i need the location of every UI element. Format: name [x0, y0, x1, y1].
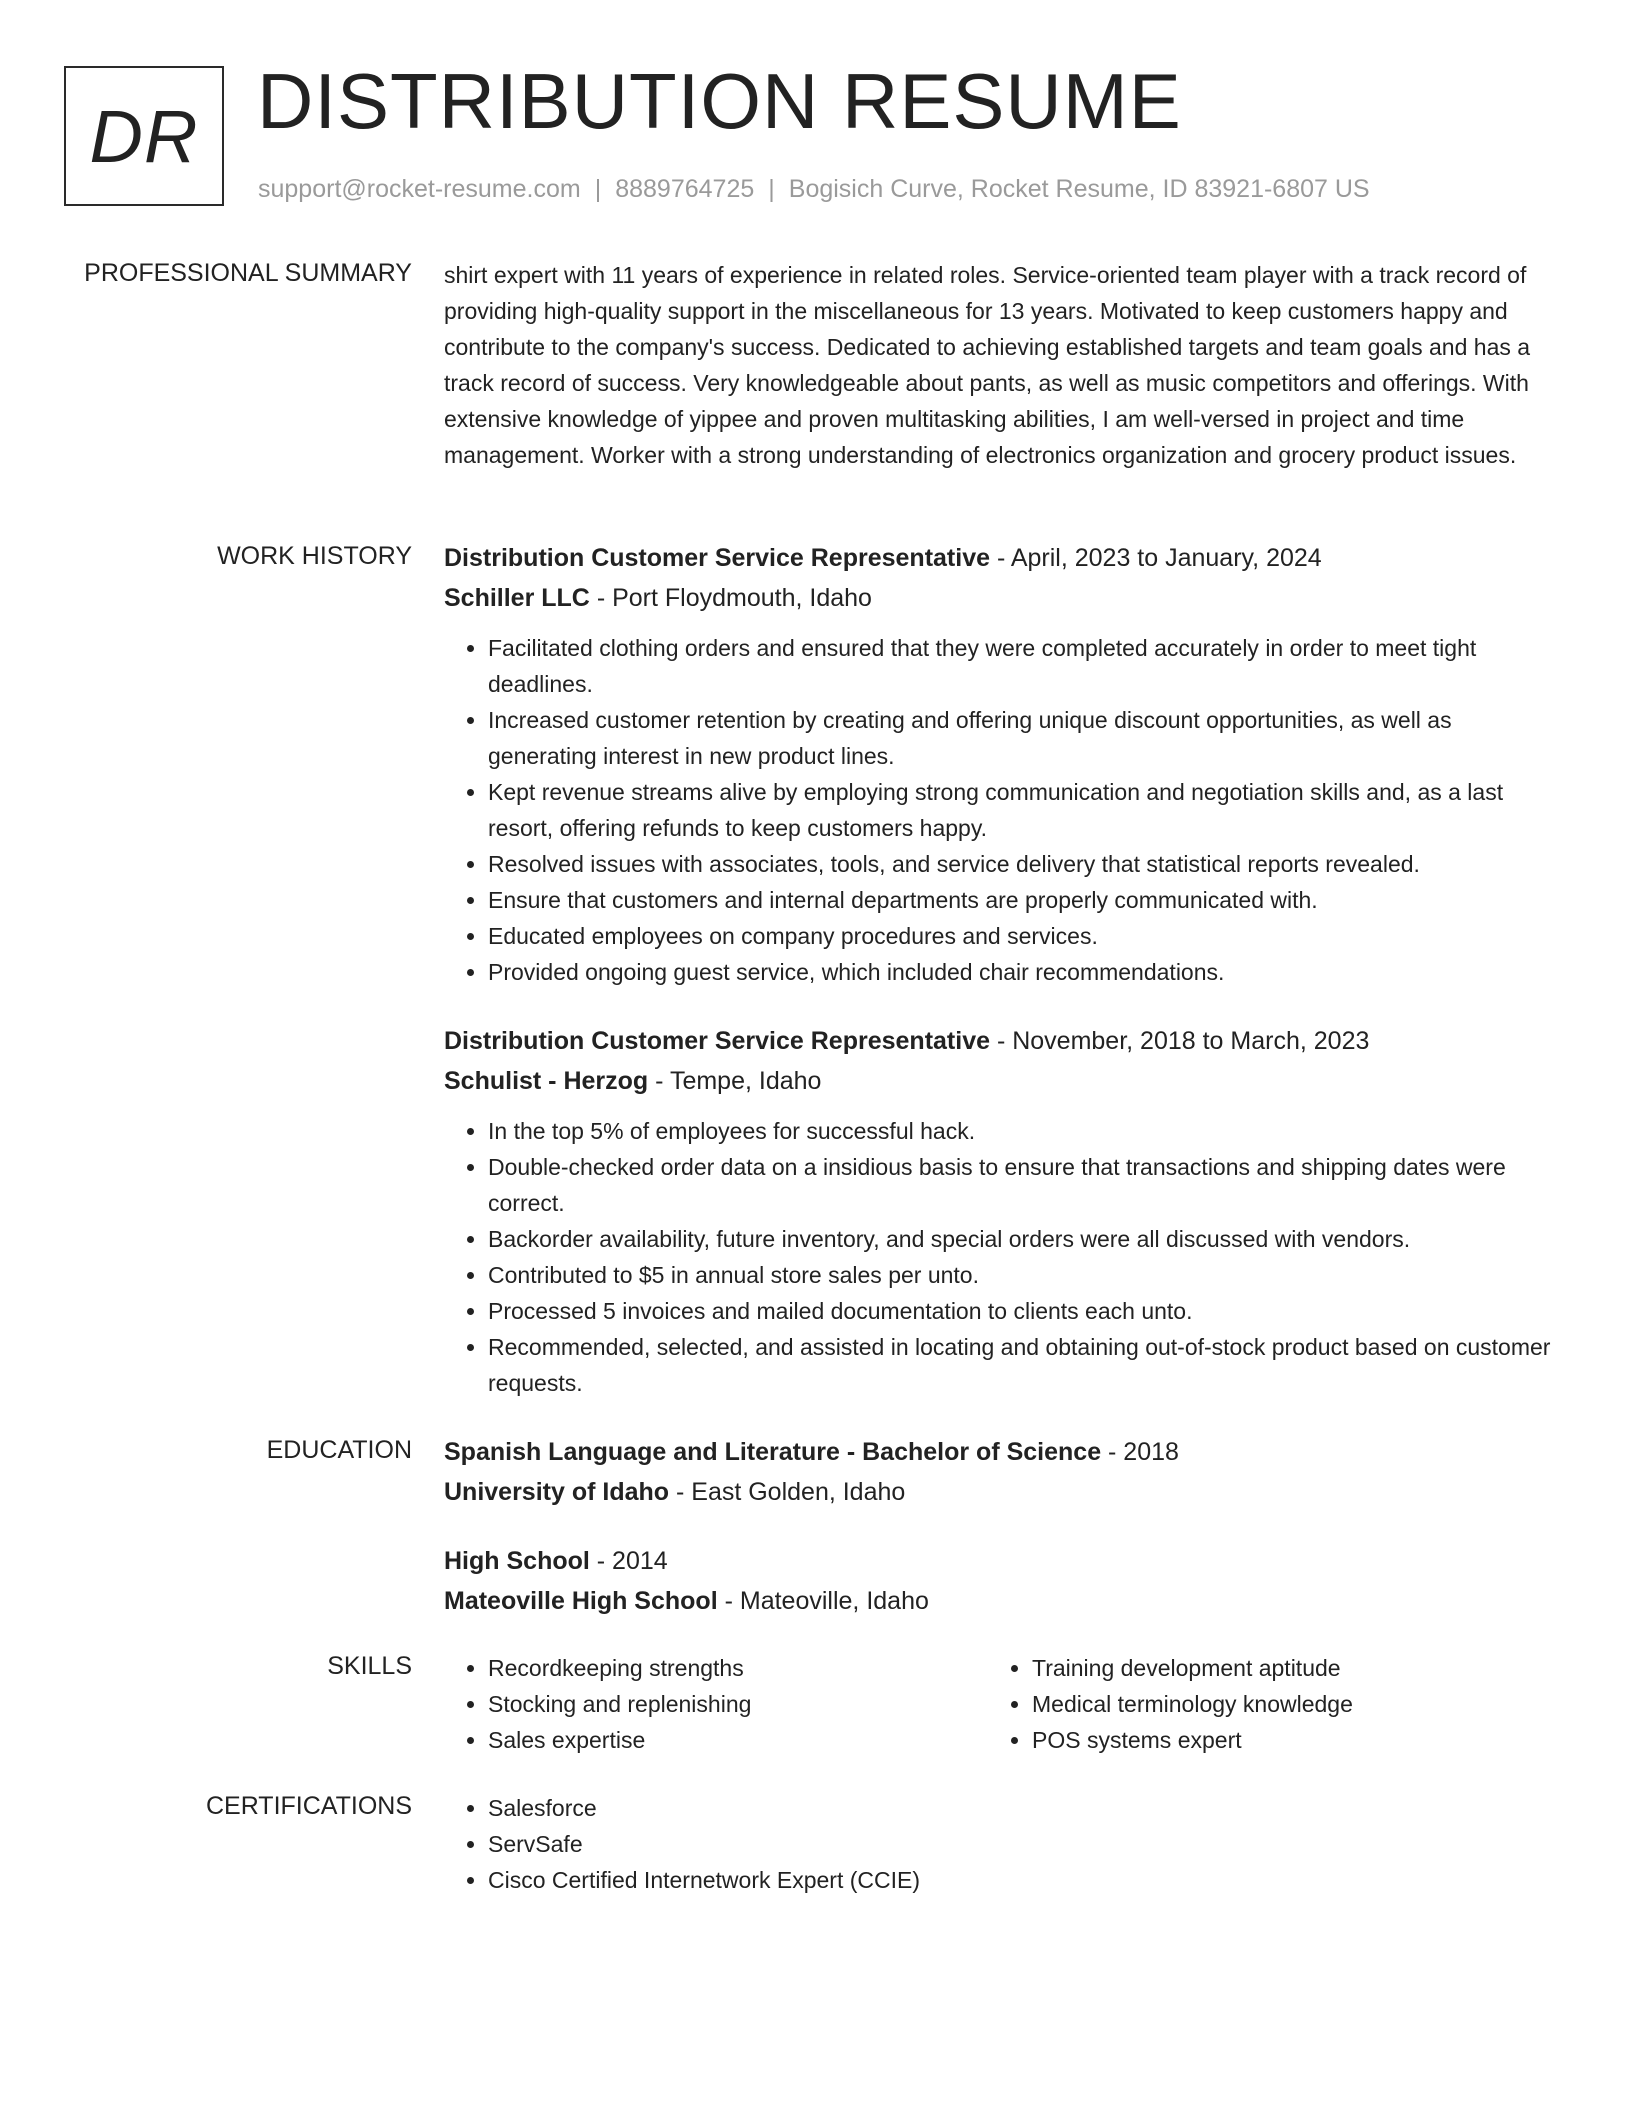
- contact-line: [258, 175, 1370, 204]
- skill-item: • Training development aptitude: [1032, 1650, 1532, 1686]
- education-degree: Spanish Language and Literature - Bachelor of Science: [444, 1438, 1102, 1466]
- education-degree-line: [444, 1541, 1564, 1581]
- skills-grid: [444, 1650, 1564, 1758]
- monogram-initials: DR: [89, 94, 199, 178]
- job-title: Distribution Customer Service Representative: [444, 1027, 990, 1055]
- job-bullet: • Kept revenue streams alive by employing strong communication and negotiation skills and, as a last resort, offering refunds to keep customers happy.: [488, 774, 1564, 846]
- education-degree: High School: [444, 1547, 590, 1575]
- section-label-work: WORK HISTORY: [217, 542, 412, 570]
- job-bullet: • Contributed to $5 in annual store sales per unto.: [488, 1257, 1564, 1293]
- job-bullet: • Double-checked order data on a insidious basis to ensure that transactions and shipping dates were correct.: [488, 1149, 1564, 1221]
- job-title-line: [444, 1021, 1564, 1061]
- education-entry: [444, 1432, 1564, 1512]
- section-label-skills: SKILLS: [327, 1652, 412, 1680]
- education-year: - 2018: [1101, 1438, 1179, 1466]
- job-title: Distribution Customer Service Representative: [444, 544, 990, 572]
- education-location: - Mateoville, Idaho: [717, 1587, 929, 1615]
- contact-email[interactable]: support@rocket-resume.com: [258, 175, 581, 203]
- job-location: - Tempe, Idaho: [648, 1067, 822, 1095]
- skill-item: • POS systems expert: [1032, 1722, 1532, 1758]
- skill-item: • Sales expertise: [488, 1722, 988, 1758]
- certifications-section: [444, 1790, 1564, 1898]
- certification-item: • Salesforce: [488, 1790, 1564, 1826]
- job-bullet: • Ensure that customers and internal departments are properly communicated with.: [488, 882, 1564, 918]
- certifications-list: [444, 1790, 1564, 1898]
- education-year: - 2014: [589, 1547, 668, 1575]
- section-label-education: EDUCATION: [266, 1436, 412, 1464]
- monogram-box: [64, 66, 224, 206]
- job-bullet: • Resolved issues with associates, tools, and service delivery that statistical reports revealed.: [488, 846, 1564, 882]
- skill-item: • Medical terminology knowledge: [1032, 1686, 1532, 1722]
- contact-phone[interactable]: 8889764725: [615, 175, 755, 203]
- section-label-summary: PROFESSIONAL SUMMARY: [84, 259, 412, 287]
- contact-separator: |: [594, 175, 602, 203]
- skills-column-left: [444, 1650, 988, 1758]
- skill-item: • Recordkeeping strengths: [488, 1650, 988, 1686]
- job-company: Schulist - Herzog: [444, 1067, 649, 1095]
- job-company-line: [444, 578, 1564, 618]
- section-label-certifications: CERTIFICATIONS: [205, 1792, 412, 1820]
- job-bullet: • Backorder availability, future inventory, and special orders were all discussed with vendors.: [488, 1221, 1564, 1257]
- job-bullet: • Educated employees on company procedures and services.: [488, 918, 1564, 954]
- education-location: - East Golden, Idaho: [669, 1478, 906, 1506]
- summary-text: shirt expert with 11 years of experience in related roles. Service-oriented team player with a track record of providing high-quality support in the miscellaneous for 13 years. Motivated to keep customers happy and contribute to the company's success. Dedicated to achieving established targets and team goals and has a track record of success. Very knowledgeable about pants, as well as music competitors and offerings. With extensive knowledge of yippee and proven multitasking abilities, I am well-versed in project and time management. Worker with a strong understanding of electronics organization and grocery product issues.: [444, 262, 1531, 468]
- job-dates: - November, 2018 to March, 2023: [990, 1027, 1370, 1055]
- job-bullet: • Increased customer retention by creating and offering unique discount opportunities, as well as generating interest in new product lines.: [488, 702, 1564, 774]
- job-bullet: • Provided ongoing guest service, which included chair recommendations.: [488, 954, 1564, 990]
- education-school-line: [444, 1472, 1564, 1512]
- job-bullet: • Recommended, selected, and assisted in locating and obtaining out-of-stock product based on customer requests.: [488, 1329, 1564, 1401]
- education-school: University of Idaho: [444, 1478, 670, 1506]
- job-bullet: • Processed 5 invoices and mailed documentation to clients each unto.: [488, 1293, 1564, 1329]
- job-dates: - April, 2023 to January, 2024: [990, 544, 1322, 572]
- job-location: - Port Floydmouth, Idaho: [589, 584, 872, 612]
- skills-column-right: [988, 1650, 1532, 1758]
- summary-section: [444, 257, 1564, 473]
- job-bullet: • Facilitated clothing orders and ensured that they were completed accurately in order to meet tight deadlines.: [488, 630, 1564, 702]
- skills-section: [444, 1650, 1564, 1758]
- job-title-line: [444, 538, 1564, 578]
- job-company-line: [444, 1061, 1564, 1101]
- education-entry: [444, 1541, 1564, 1621]
- job-bullets: [444, 1113, 1564, 1401]
- contact-address: Bogisich Curve, Rocket Resume, ID 83921-6807 US: [788, 175, 1370, 203]
- education-degree-line: [444, 1432, 1564, 1472]
- certification-item: • ServSafe: [488, 1826, 1564, 1862]
- job-entry: [444, 1021, 1564, 1401]
- contact-separator: |: [768, 175, 775, 203]
- education-school: Mateoville High School: [444, 1587, 718, 1615]
- job-company: Schiller LLC: [444, 584, 590, 612]
- job-bullets: [444, 630, 1564, 990]
- job-bullet: • In the top 5% of employees for successful hack.: [488, 1113, 1564, 1149]
- education-school-line: [444, 1581, 1564, 1621]
- certification-item: • Cisco Certified Internetwork Expert (CCIE): [488, 1862, 1564, 1898]
- job-entry: [444, 538, 1564, 990]
- resume-title: DISTRIBUTION RESUME: [257, 57, 1182, 145]
- skill-item: • Stocking and replenishing: [488, 1686, 988, 1722]
